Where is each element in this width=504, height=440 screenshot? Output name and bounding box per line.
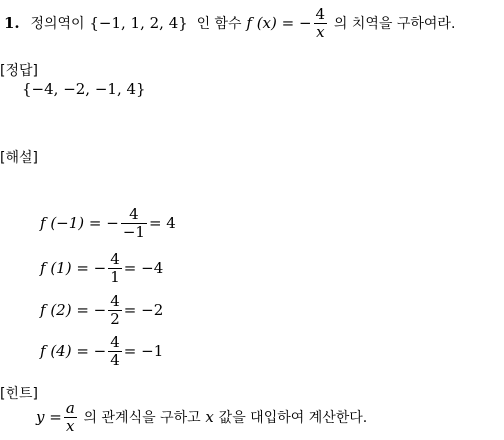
solution-line-lhs: f (−1) = − — [40, 213, 119, 232]
solution-line — [40, 206, 176, 242]
hint-label: [힌트] — [0, 386, 38, 402]
solution-line-rhs: = −2 — [123, 300, 164, 319]
solution-fraction-denominator: 2 — [110, 310, 120, 329]
solution-fraction — [108, 293, 122, 329]
answer-label: [정답] — [0, 63, 38, 79]
hint-fraction-numerator: a — [65, 399, 75, 417]
solution-line-lhs: f (2) = − — [40, 300, 107, 319]
hint-text-main: 의 관계식을 구하고 — [83, 409, 201, 426]
problem-text-before: 정의역이 — [30, 15, 85, 32]
solution-fraction-numerator: 4 — [121, 206, 147, 224]
problem-number: 1. — [4, 13, 20, 32]
hint-text-end: 값을 대입하여 계산한다. — [218, 409, 368, 426]
hint-lhs: y = — [36, 407, 62, 426]
problem-text-after: 의 치역을 구하여라. — [333, 15, 456, 32]
solution-line — [40, 251, 163, 287]
solution-label: [해설] — [0, 150, 38, 166]
solution-line-rhs: = 4 — [148, 213, 176, 232]
solution-fraction-denominator: 1 — [110, 268, 120, 287]
solution-line — [40, 293, 163, 329]
hint-fraction-denominator: x — [66, 417, 75, 436]
solution-fraction — [121, 206, 147, 242]
problem-fraction — [314, 6, 328, 42]
solution-fraction-numerator: 4 — [110, 250, 120, 268]
solution-fraction-numerator: 4 — [110, 333, 120, 351]
problem-text-middle: 인 함수 — [196, 15, 242, 32]
answer-value: {−4, −2, −1, 4} — [22, 80, 146, 98]
hint-fraction — [64, 400, 77, 436]
solution-fraction — [108, 251, 122, 287]
solution-line-lhs: f (4) = − — [40, 341, 107, 360]
problem-fraction-numerator: 4 — [315, 5, 326, 23]
hint-variable: x — [205, 407, 214, 426]
solution-fraction-numerator: 4 — [110, 292, 120, 310]
solution-line-rhs: = −4 — [123, 258, 164, 277]
solution-line-lhs: f (1) = − — [40, 258, 107, 277]
hint-text — [36, 400, 367, 436]
solution-line-rhs: = −1 — [123, 341, 164, 360]
problem-fraction-denominator: x — [316, 23, 325, 42]
solution-fraction — [108, 334, 122, 370]
solution-fraction-denominator: 4 — [110, 351, 120, 370]
problem-function-lhs: f (x) = − — [246, 13, 312, 32]
problem-domain-set: {−1, 1, 2, 4} — [89, 13, 188, 32]
solution-fraction-denominator: −1 — [122, 223, 145, 242]
solution-line — [40, 334, 163, 370]
problem-statement — [4, 6, 455, 42]
